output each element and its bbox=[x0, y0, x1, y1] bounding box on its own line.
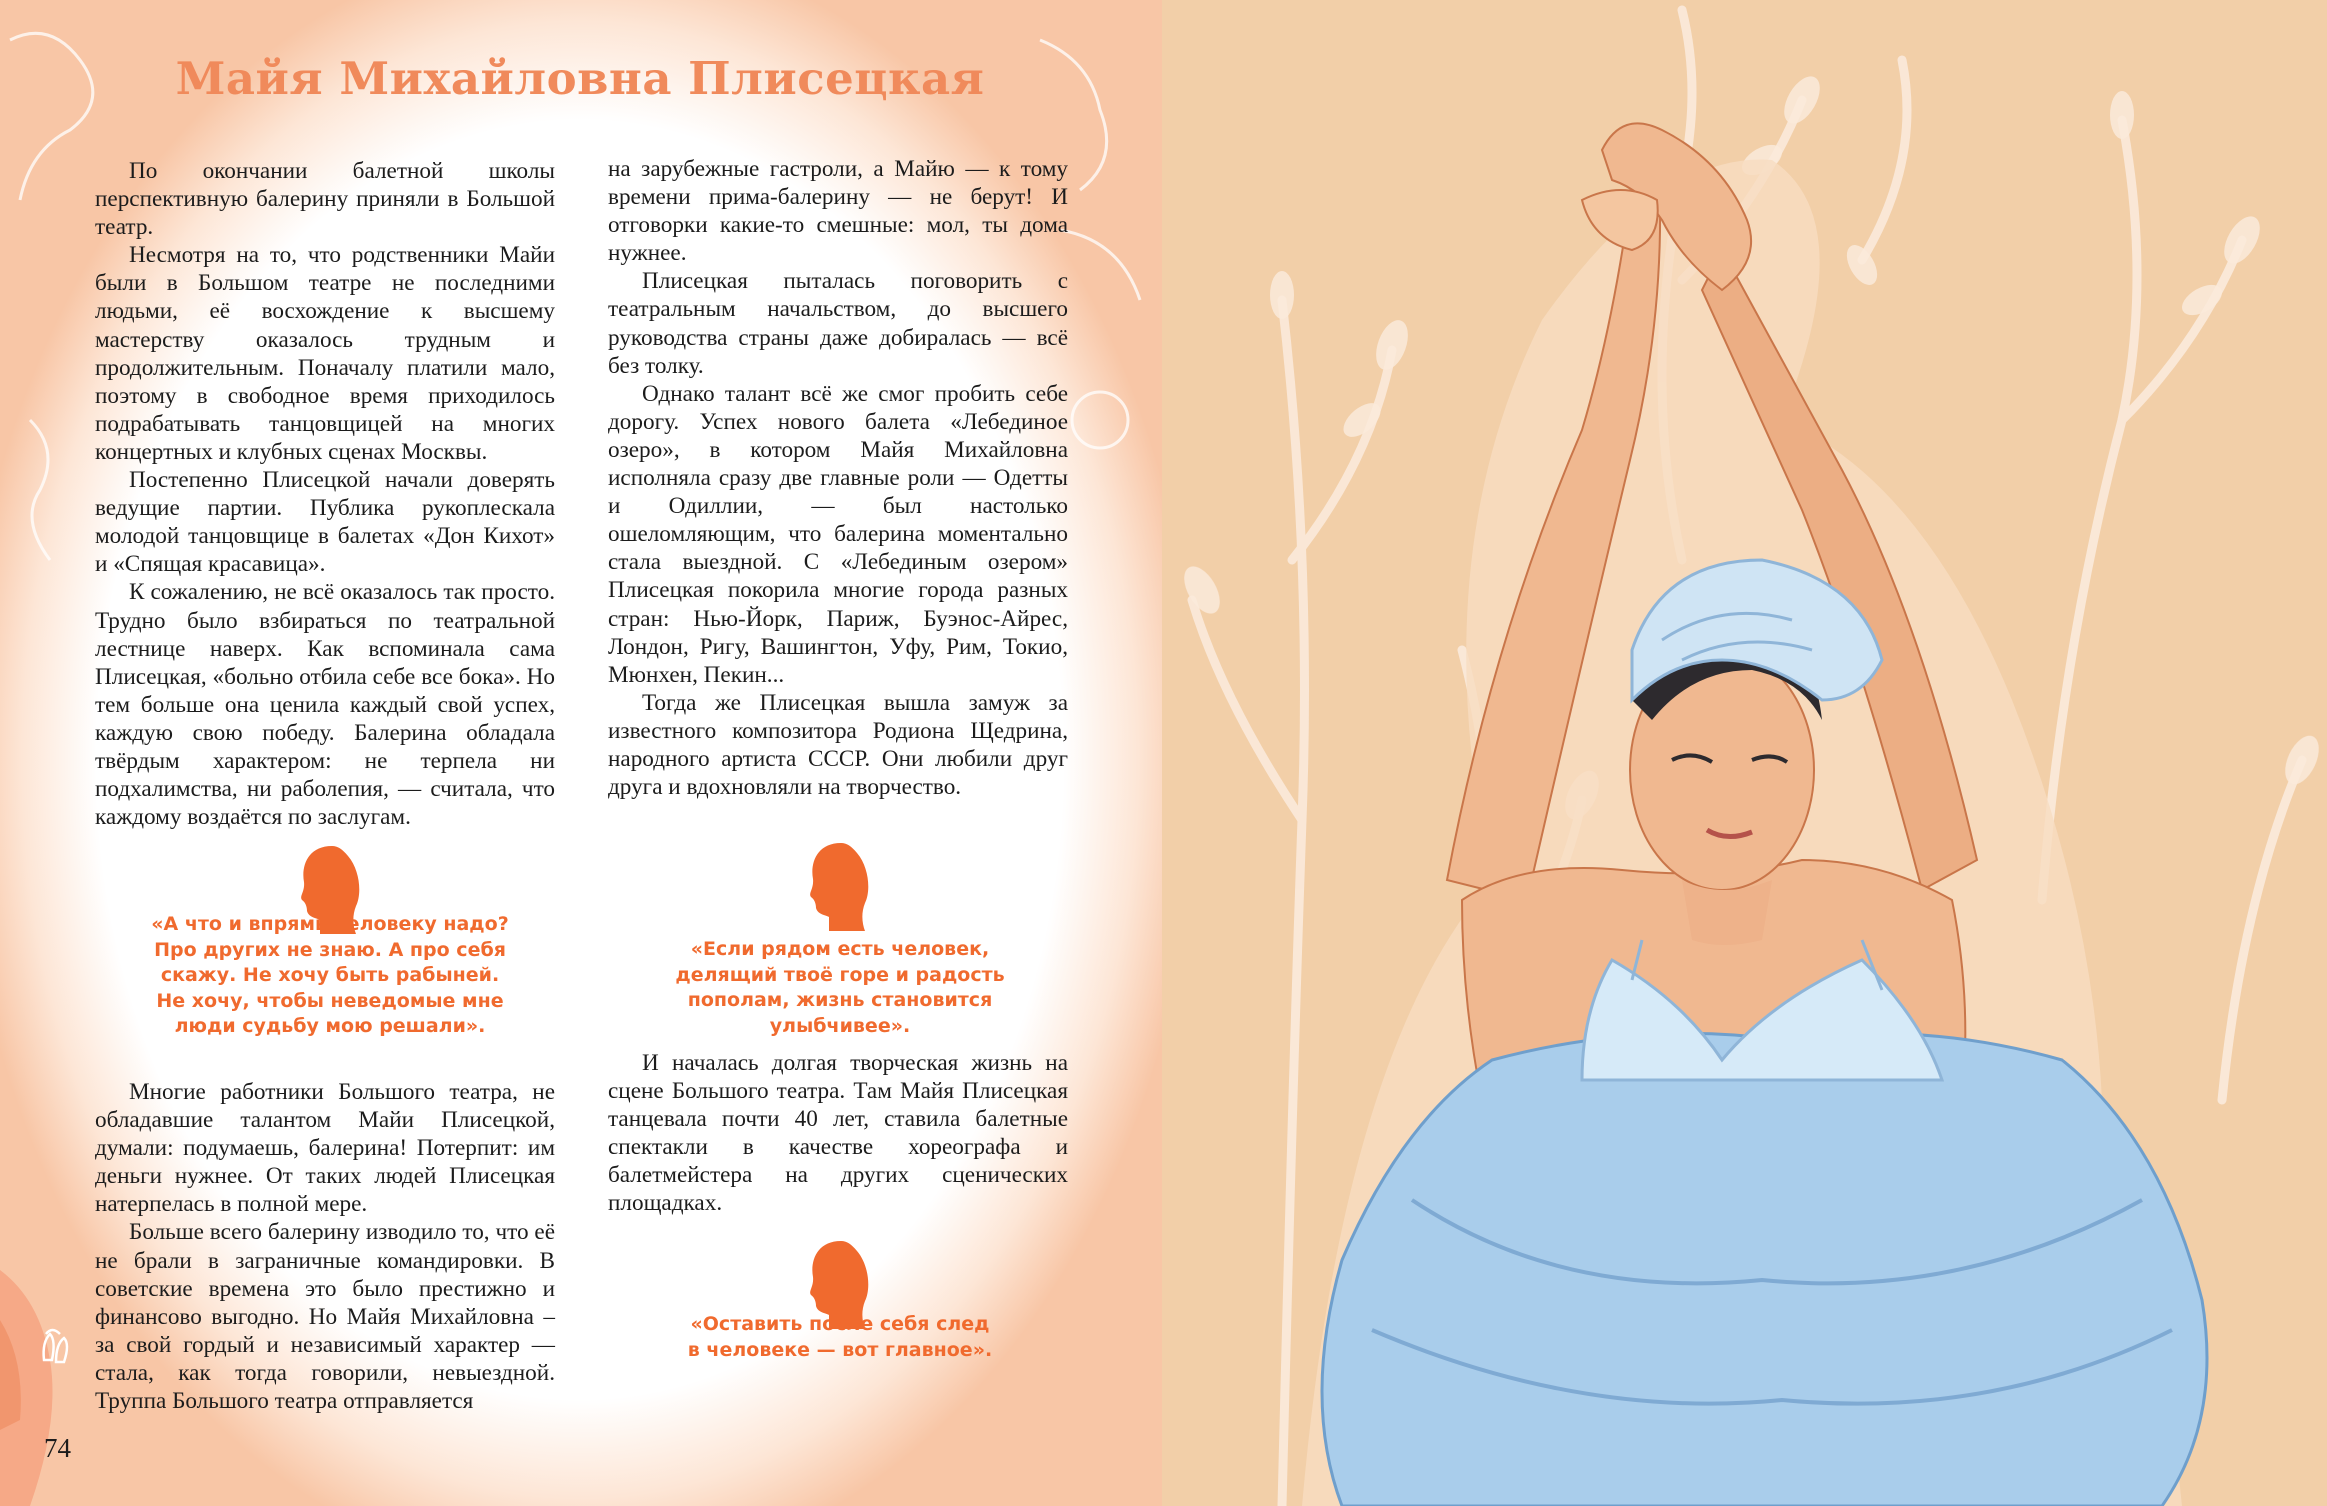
paragraph: на зарубежные гастроли, а Майю — к тому времени прима-балерину — не берут! И отговорки какие-то смешные: мол, ты дома нужнее. bbox=[608, 156, 1068, 267]
text-column-3 bbox=[95, 1078, 555, 1415]
quote-line: пополам, жизнь становится bbox=[687, 989, 993, 1011]
paragraph: И началась долгая творческая жизнь на сцене Большого театра. Там Майя Плисецкая танцевала почти 40 лет, ставила балетные спектакли в качестве хореографа и балетмейстера на других сценических площадках. bbox=[608, 1050, 1068, 1217]
text-column-1 bbox=[95, 157, 555, 831]
ballerina-illustration bbox=[1162, 0, 2327, 1506]
right-page-illustration bbox=[1162, 0, 2327, 1506]
paragraph: Плисецкая пыталась поговорить с театральным начальством, до высшего руководства страны даже добиралась — всё без толку. bbox=[608, 268, 1068, 379]
paragraph: К сожалению, не всё оказалось так просто. Трудно было взбираться по театральной лестнице наверх. Как вспоминала сама Плисецкая, «больно отбила себе все бока». Но тем больше она ценила каждый свой успех, каждую свою победу. Балерина обладала твёрдым характером: не терпела ни подхалимства, ни раболепия, — считала, что каждому воздаётся по заслугам. bbox=[95, 579, 555, 831]
text-column-4 bbox=[608, 1049, 1068, 1218]
quote-line: скажу. Не хочу быть рабыней. bbox=[160, 964, 500, 986]
page-number: 74 bbox=[44, 1433, 71, 1463]
quote-3 bbox=[630, 1312, 1050, 1363]
quote-line: Про других не знаю. А про себя bbox=[154, 938, 506, 961]
quote-line: делящий твоё горе и радость bbox=[675, 963, 1005, 986]
page-title: Майя Михайловна Плисецкая bbox=[175, 52, 985, 105]
quote-2 bbox=[630, 937, 1050, 1039]
paragraph: Постепенно Плисецкой начали доверять ведущие партии. Публика рукоплескала молодой танцовщице в балетах «Дон Кихот» и «Спящая красавица». bbox=[95, 467, 555, 578]
quote-line: «Если рядом есть человек, bbox=[690, 938, 990, 960]
left-page bbox=[0, 0, 1162, 1506]
quote-line: Не хочу, чтобы неведомые мне bbox=[156, 989, 504, 1012]
paragraph: Больше всего балерину изводило то, что её не брали в заграничные командировки. В советские времена это было престижно и финансово выгодно. Но Майя Михайловна – за свой гордый и независимый характер — стала, как тогда говорили, невыездной. Труппа Большого театра отправляется bbox=[95, 1219, 555, 1415]
paragraph: Несмотря на то, что родственники Майи были в Большом театре не последними людьми, её восхождение к высшему мастерству оказалось трудным и продолжительным. Поначалу платили мало, поэтому в свободное время приходилось подрабатывать танцовщицей на многих концертных и клубных сценах Москвы. bbox=[95, 242, 555, 465]
quote-line: «Оставить после себя след bbox=[690, 1313, 990, 1335]
paragraph: Многие работники Большого театра, не обладавшие талантом Майи Плисецкой, думали: подумаешь, балерина! Потерпит: им деньги нужнее. От таких людей Плисецкая натерпелась в полной мере. bbox=[95, 1079, 555, 1218]
quote-line: люди судьбу мою решали». bbox=[174, 1015, 486, 1037]
paragraph: Тогда же Плисецкая вышла замуж за известного композитора Родиона Щедрина, народного артиста СССР. Они любили друг друга и вдохновляли на творчество. bbox=[608, 689, 1068, 801]
quote-line: в человеке — вот главное». bbox=[687, 1338, 993, 1361]
quote-line: улыбчивее». bbox=[769, 1014, 911, 1037]
paragraph: Однако талант всё же смог пробить себе дорогу. Успех нового балета «Лебединое озеро», в котором Майя Михайловна исполняла сразу две главные роли — Одетты и Одиллии, — был настолько ошеломляющим, что балерина моментально стала выездной. С «Лебединым озером» Плисецкая покорила многие города разных стран: Нью-Йорк, Париж, Буэнос-Айрес, Лондон, Ригу, Вашингтон, Уфу, Рим, Токио, Мюнхен, Пекин... bbox=[608, 380, 1068, 688]
paragraph: По окончании балетной школы перспективную балерину приняли в Большой театр. bbox=[95, 158, 555, 241]
quote-1 bbox=[120, 912, 540, 1040]
quote-line: «А что и впрямь человеку надо? bbox=[151, 913, 509, 935]
text-column-2 bbox=[608, 155, 1068, 801]
